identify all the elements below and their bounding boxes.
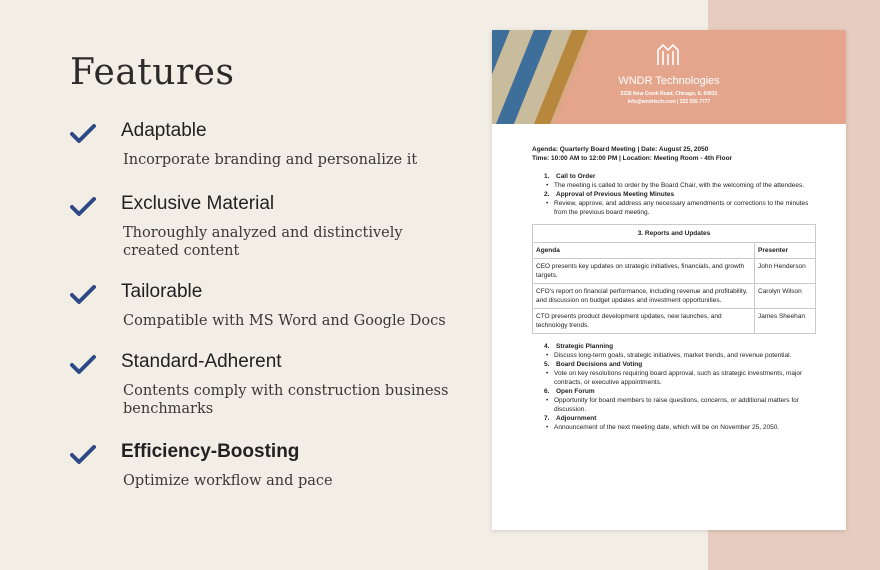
section-bullet: • Opportunity for board members to raise questions, concerns, or additional matters for discussion. bbox=[544, 396, 822, 414]
feature-title: Efficiency-Boosting bbox=[121, 441, 300, 462]
document-preview bbox=[492, 30, 846, 530]
table-cell: Carolyn Wilson bbox=[755, 284, 816, 309]
table-cell: John Henderson bbox=[755, 259, 816, 284]
section-number: 7. bbox=[544, 415, 550, 422]
checkmark-icon bbox=[70, 285, 96, 305]
section-title: Strategic Planning bbox=[556, 343, 614, 350]
table-cell: CTO presents product development updates, new launches, and technology trends. bbox=[533, 309, 755, 334]
feature-description: Incorporate branding and personalize it bbox=[123, 152, 418, 168]
table-cell: CFO's report on financial performance, including revenue and profitability, and discussion on budget updates and investment opportunities. bbox=[533, 284, 755, 309]
table-cell: CEO presents key updates on strategic initiatives, financials, and growth targets. bbox=[533, 259, 755, 284]
features-heading: Features bbox=[70, 52, 235, 93]
company-contact: info@wndrtech.com | 222 555 7777 bbox=[627, 99, 711, 105]
section-number: 1. bbox=[544, 173, 550, 180]
feature-description: Compatible with MS Word and Google Docs bbox=[123, 313, 446, 329]
feature-title: Tailorable bbox=[121, 281, 203, 302]
section-title: Approval of Previous Meeting Minutes bbox=[556, 191, 675, 198]
table-row bbox=[533, 309, 816, 334]
feature-title: Exclusive Material bbox=[121, 193, 275, 214]
document-body bbox=[532, 145, 822, 432]
meeting-meta-line: Time: 10:00 AM to 12:00 PM | Location: Meeting Room - 4th Floor bbox=[532, 155, 733, 162]
feature-description: Optimize workflow and pace bbox=[123, 473, 333, 489]
checkmark-icon bbox=[70, 445, 96, 465]
agenda-section bbox=[544, 172, 822, 217]
agenda-section bbox=[544, 342, 822, 432]
table-header-presenter: Presenter bbox=[755, 243, 816, 259]
section-number: 5. bbox=[544, 361, 550, 368]
reports-table bbox=[532, 224, 816, 334]
section-number: 4. bbox=[544, 343, 550, 350]
section-bullet: • Vote on key resolutions requiring board approval, such as strategic investments, major contracts, or executive appointments. bbox=[544, 369, 822, 387]
document-header bbox=[492, 30, 846, 124]
section-number: 2. bbox=[544, 191, 550, 198]
section-bullet: • Review, approve, and address any necessary amendments or corrections to the minutes from the previous board meeting. bbox=[544, 199, 822, 217]
section-title: Open Forum bbox=[556, 388, 595, 395]
section-bullet: • Announcement of the next meeting date, which will be on November 25, 2050. bbox=[544, 423, 822, 432]
feature-description: Contents comply with construction business benchmarks bbox=[123, 383, 449, 417]
table-cell: James Sheehan bbox=[755, 309, 816, 334]
table-header-agenda: Agenda bbox=[533, 243, 755, 259]
checkmark-icon bbox=[70, 197, 96, 217]
company-address: 2226 New Creek Road, Chicago, IL 60631 bbox=[620, 91, 718, 97]
section-bullet: • The meeting is called to order by the Board Chair, with the welcoming of the attendees. bbox=[544, 181, 822, 190]
table-row bbox=[533, 284, 816, 309]
company-name: WNDR Technologies bbox=[618, 75, 720, 87]
table-caption: 3. Reports and Updates bbox=[533, 225, 816, 243]
feature-description: Thoroughly analyzed and distinctively created content bbox=[123, 225, 403, 259]
checkmark-icon bbox=[70, 355, 96, 375]
meeting-meta-line: Agenda: Quarterly Board Meeting | Date: August 25, 2050 bbox=[532, 146, 709, 153]
feature-title: Standard-Adherent bbox=[121, 351, 282, 372]
checkmark-icon bbox=[70, 124, 96, 144]
section-title: Board Decisions and Voting bbox=[556, 361, 643, 368]
feature-title: Adaptable bbox=[121, 120, 207, 141]
company-logo-icon bbox=[655, 42, 681, 66]
section-title: Adjournment bbox=[556, 415, 597, 422]
section-title: Call to Order bbox=[556, 173, 596, 180]
table-row bbox=[533, 259, 816, 284]
section-bullet: • Discuss long-term goals, strategic initiatives, market trends, and revenue potential. bbox=[544, 351, 822, 360]
section-number: 6. bbox=[544, 388, 550, 395]
